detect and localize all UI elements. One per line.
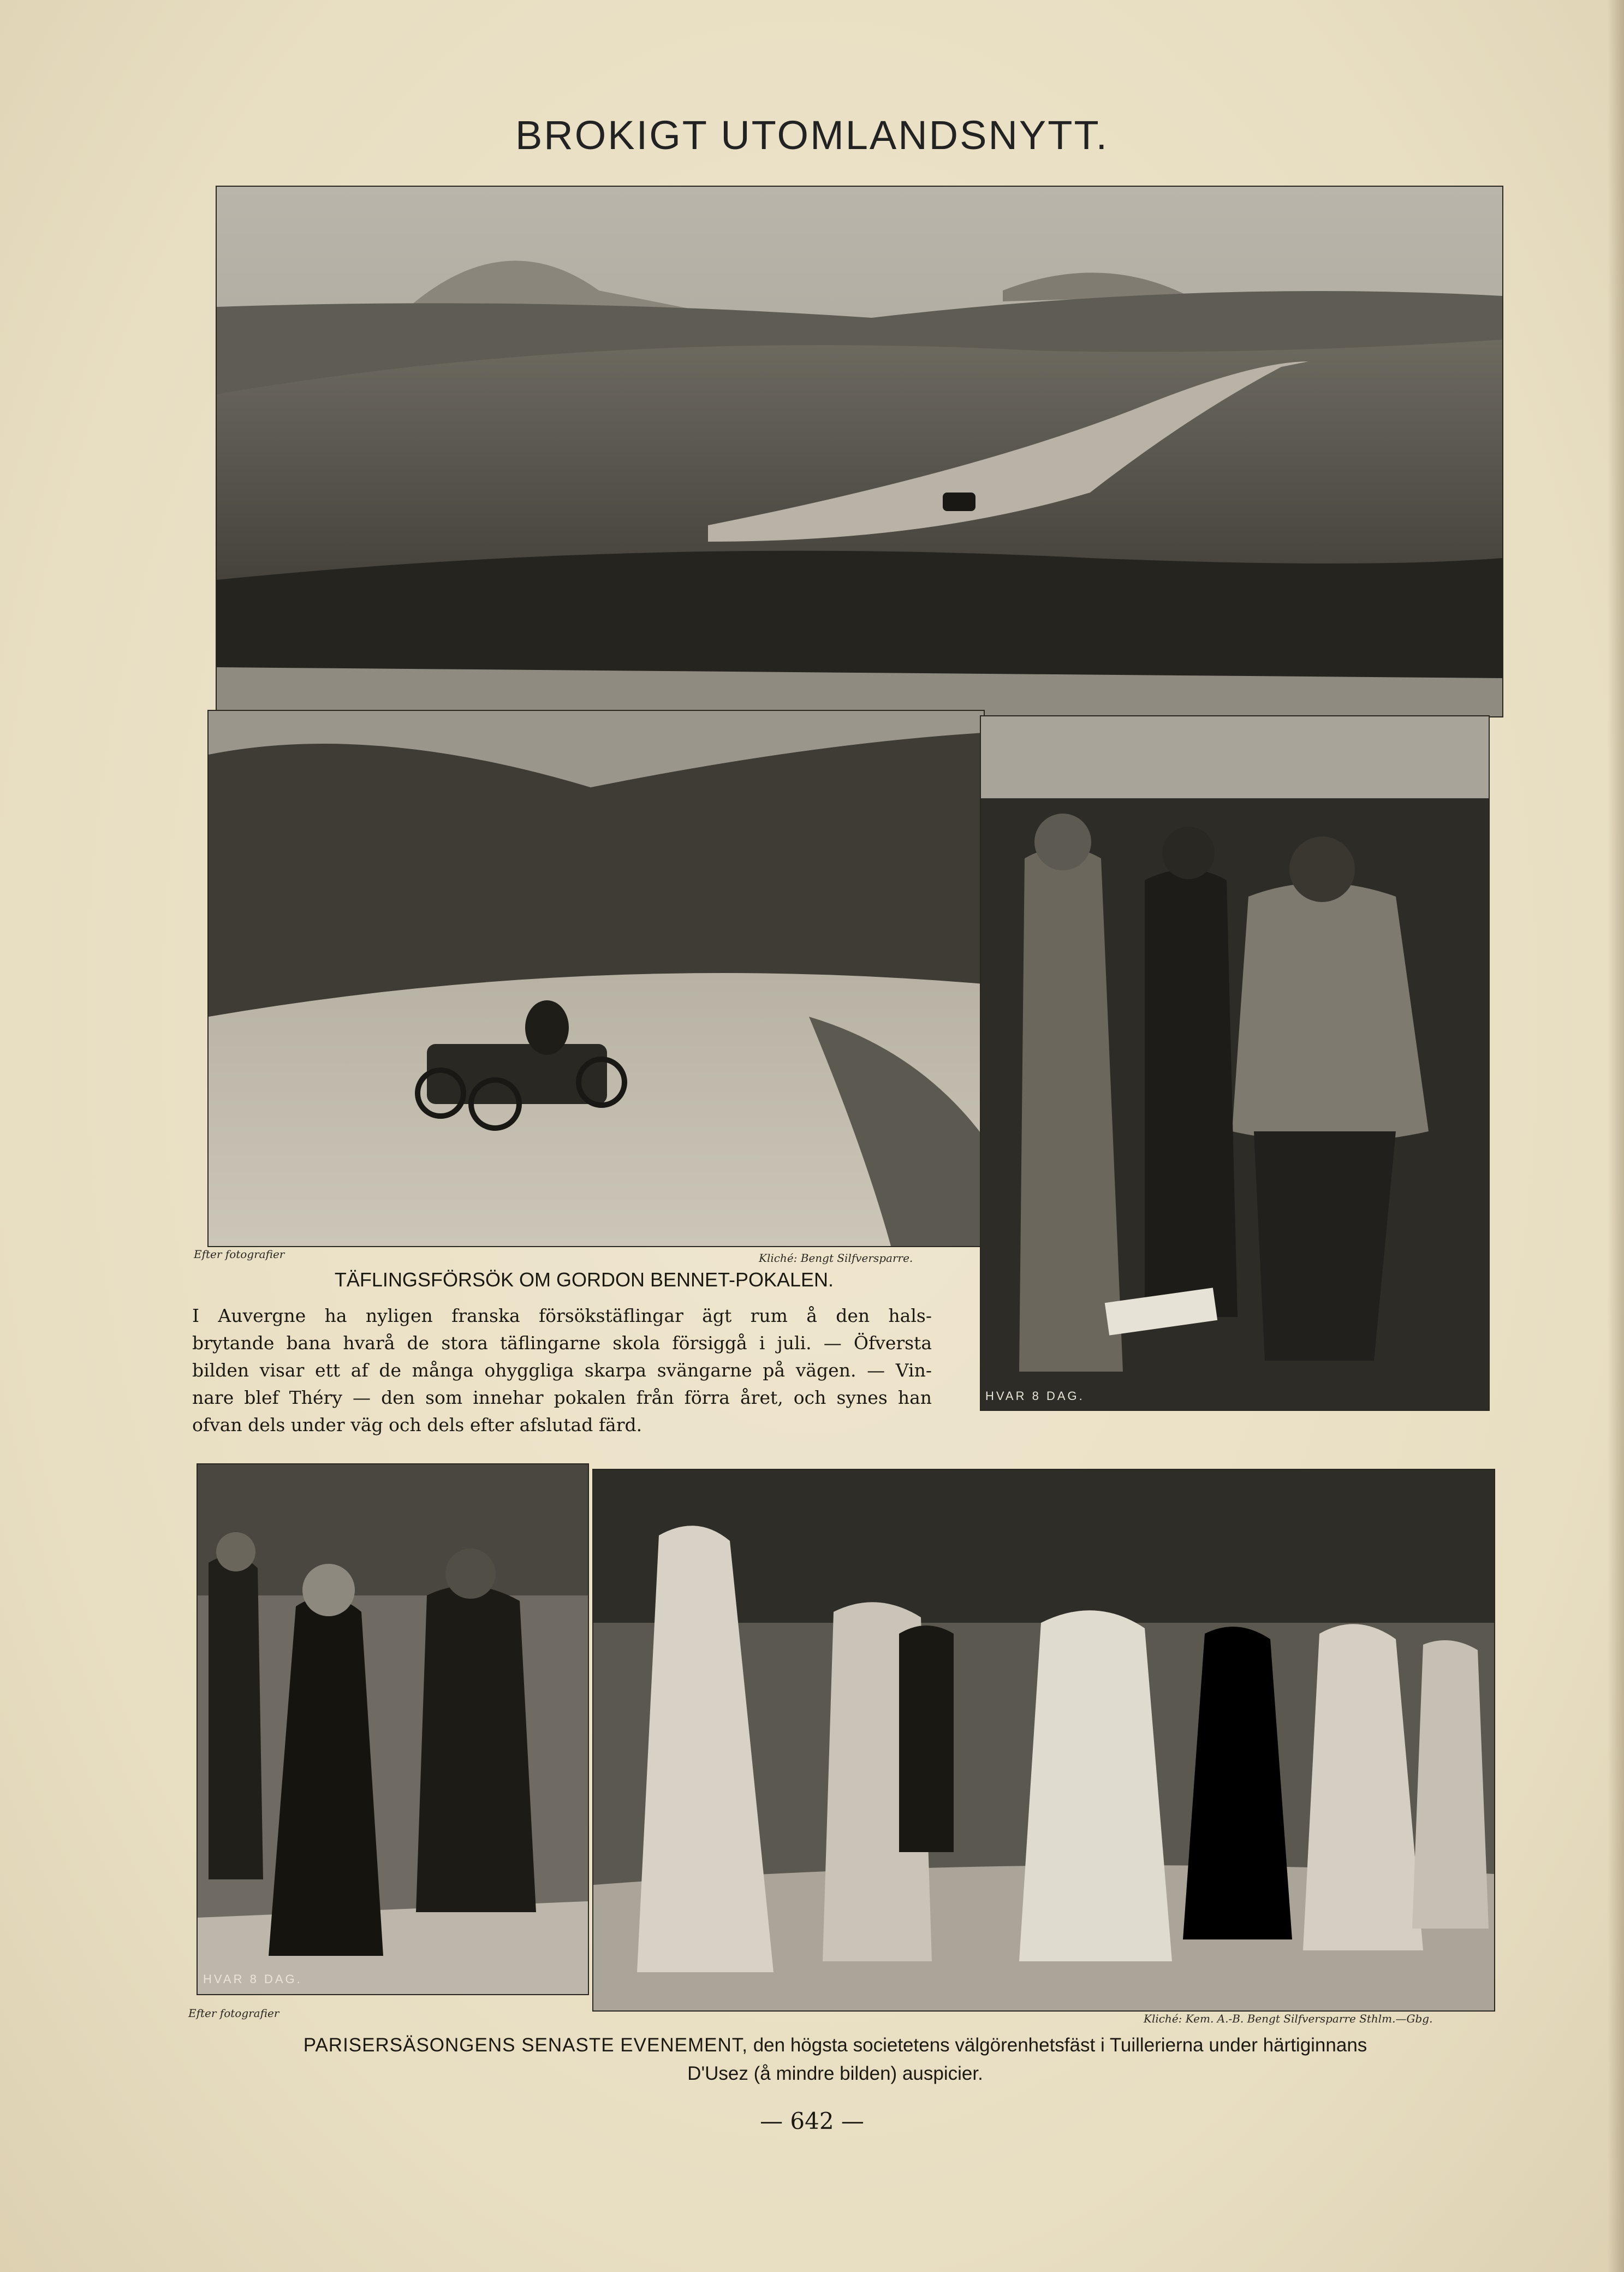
race-caption-line: I Auvergne ha nyligen franska försökstäflingar ägt rum å den hals-	[192, 1305, 932, 1326]
race-caption-line: ofvan dels under väg och dels efter afslutad färd.	[192, 1414, 643, 1435]
race-caption-text	[192, 1302, 932, 1439]
page-number: — 642 —	[760, 2108, 864, 2134]
paris-credit-right: Kliché: Kem. A.-B. Bengt Silfversparre Sthlm.—Gbg.	[1144, 2012, 1433, 2025]
photo-mountain-road	[216, 186, 1503, 717]
photo-lady-and-officers	[197, 1463, 589, 1995]
race-caption-line: bilden visar ett af de många ohyggliga skarpa svängarne på vägen. — Vin-	[192, 1360, 932, 1381]
car-on-road-image	[209, 711, 984, 1246]
page-edge	[1608, 0, 1624, 2272]
race-caption-line: nare blef Théry — den som innehar pokalen från förra året, och synes han	[192, 1387, 932, 1408]
drivers-crowd-watermark: HVAR 8 DAG.	[985, 1389, 1085, 1403]
photo-drivers-crowd	[980, 715, 1490, 1411]
paris-caption	[180, 2031, 1490, 2088]
paris-credit-left: Efter fotografier	[188, 2007, 279, 2020]
page-title: BROKIGT UTOMLANDSNYTT.	[515, 112, 1109, 158]
lady-officers-watermark: HVAR 8 DAG.	[203, 1972, 302, 1986]
paris-caption-lead: PARISERSÄSONGENS SENASTE EVENEMENT,	[303, 2034, 748, 2056]
mountain-road-image	[217, 187, 1502, 716]
race-caption-line: brytande bana hvarå de stora täflingarne skola försiggå i juli. — Öfversta	[192, 1332, 932, 1354]
photo-garden-party	[592, 1469, 1495, 2012]
lady-and-officers-image	[198, 1464, 588, 1994]
photo-car-on-road	[207, 710, 985, 1247]
race-caption-heading: TÄFLINGSFÖRSÖK OM GORDON BENNET-POKALEN.	[334, 1268, 834, 1291]
paris-caption-text: den högsta societetens välgörenhetsfäst i Tuillerierna under härtiginnans	[747, 2034, 1367, 2056]
race-credit-left: Efter fotografier	[194, 1248, 285, 1261]
drivers-crowd-image	[981, 716, 1489, 1410]
paris-caption-text2: D'Usez (å mindre bilden) auspicier.	[687, 2063, 983, 2084]
garden-party-image	[593, 1470, 1494, 2010]
race-credit-right: Kliché: Bengt Silfversparre.	[759, 1251, 913, 1265]
